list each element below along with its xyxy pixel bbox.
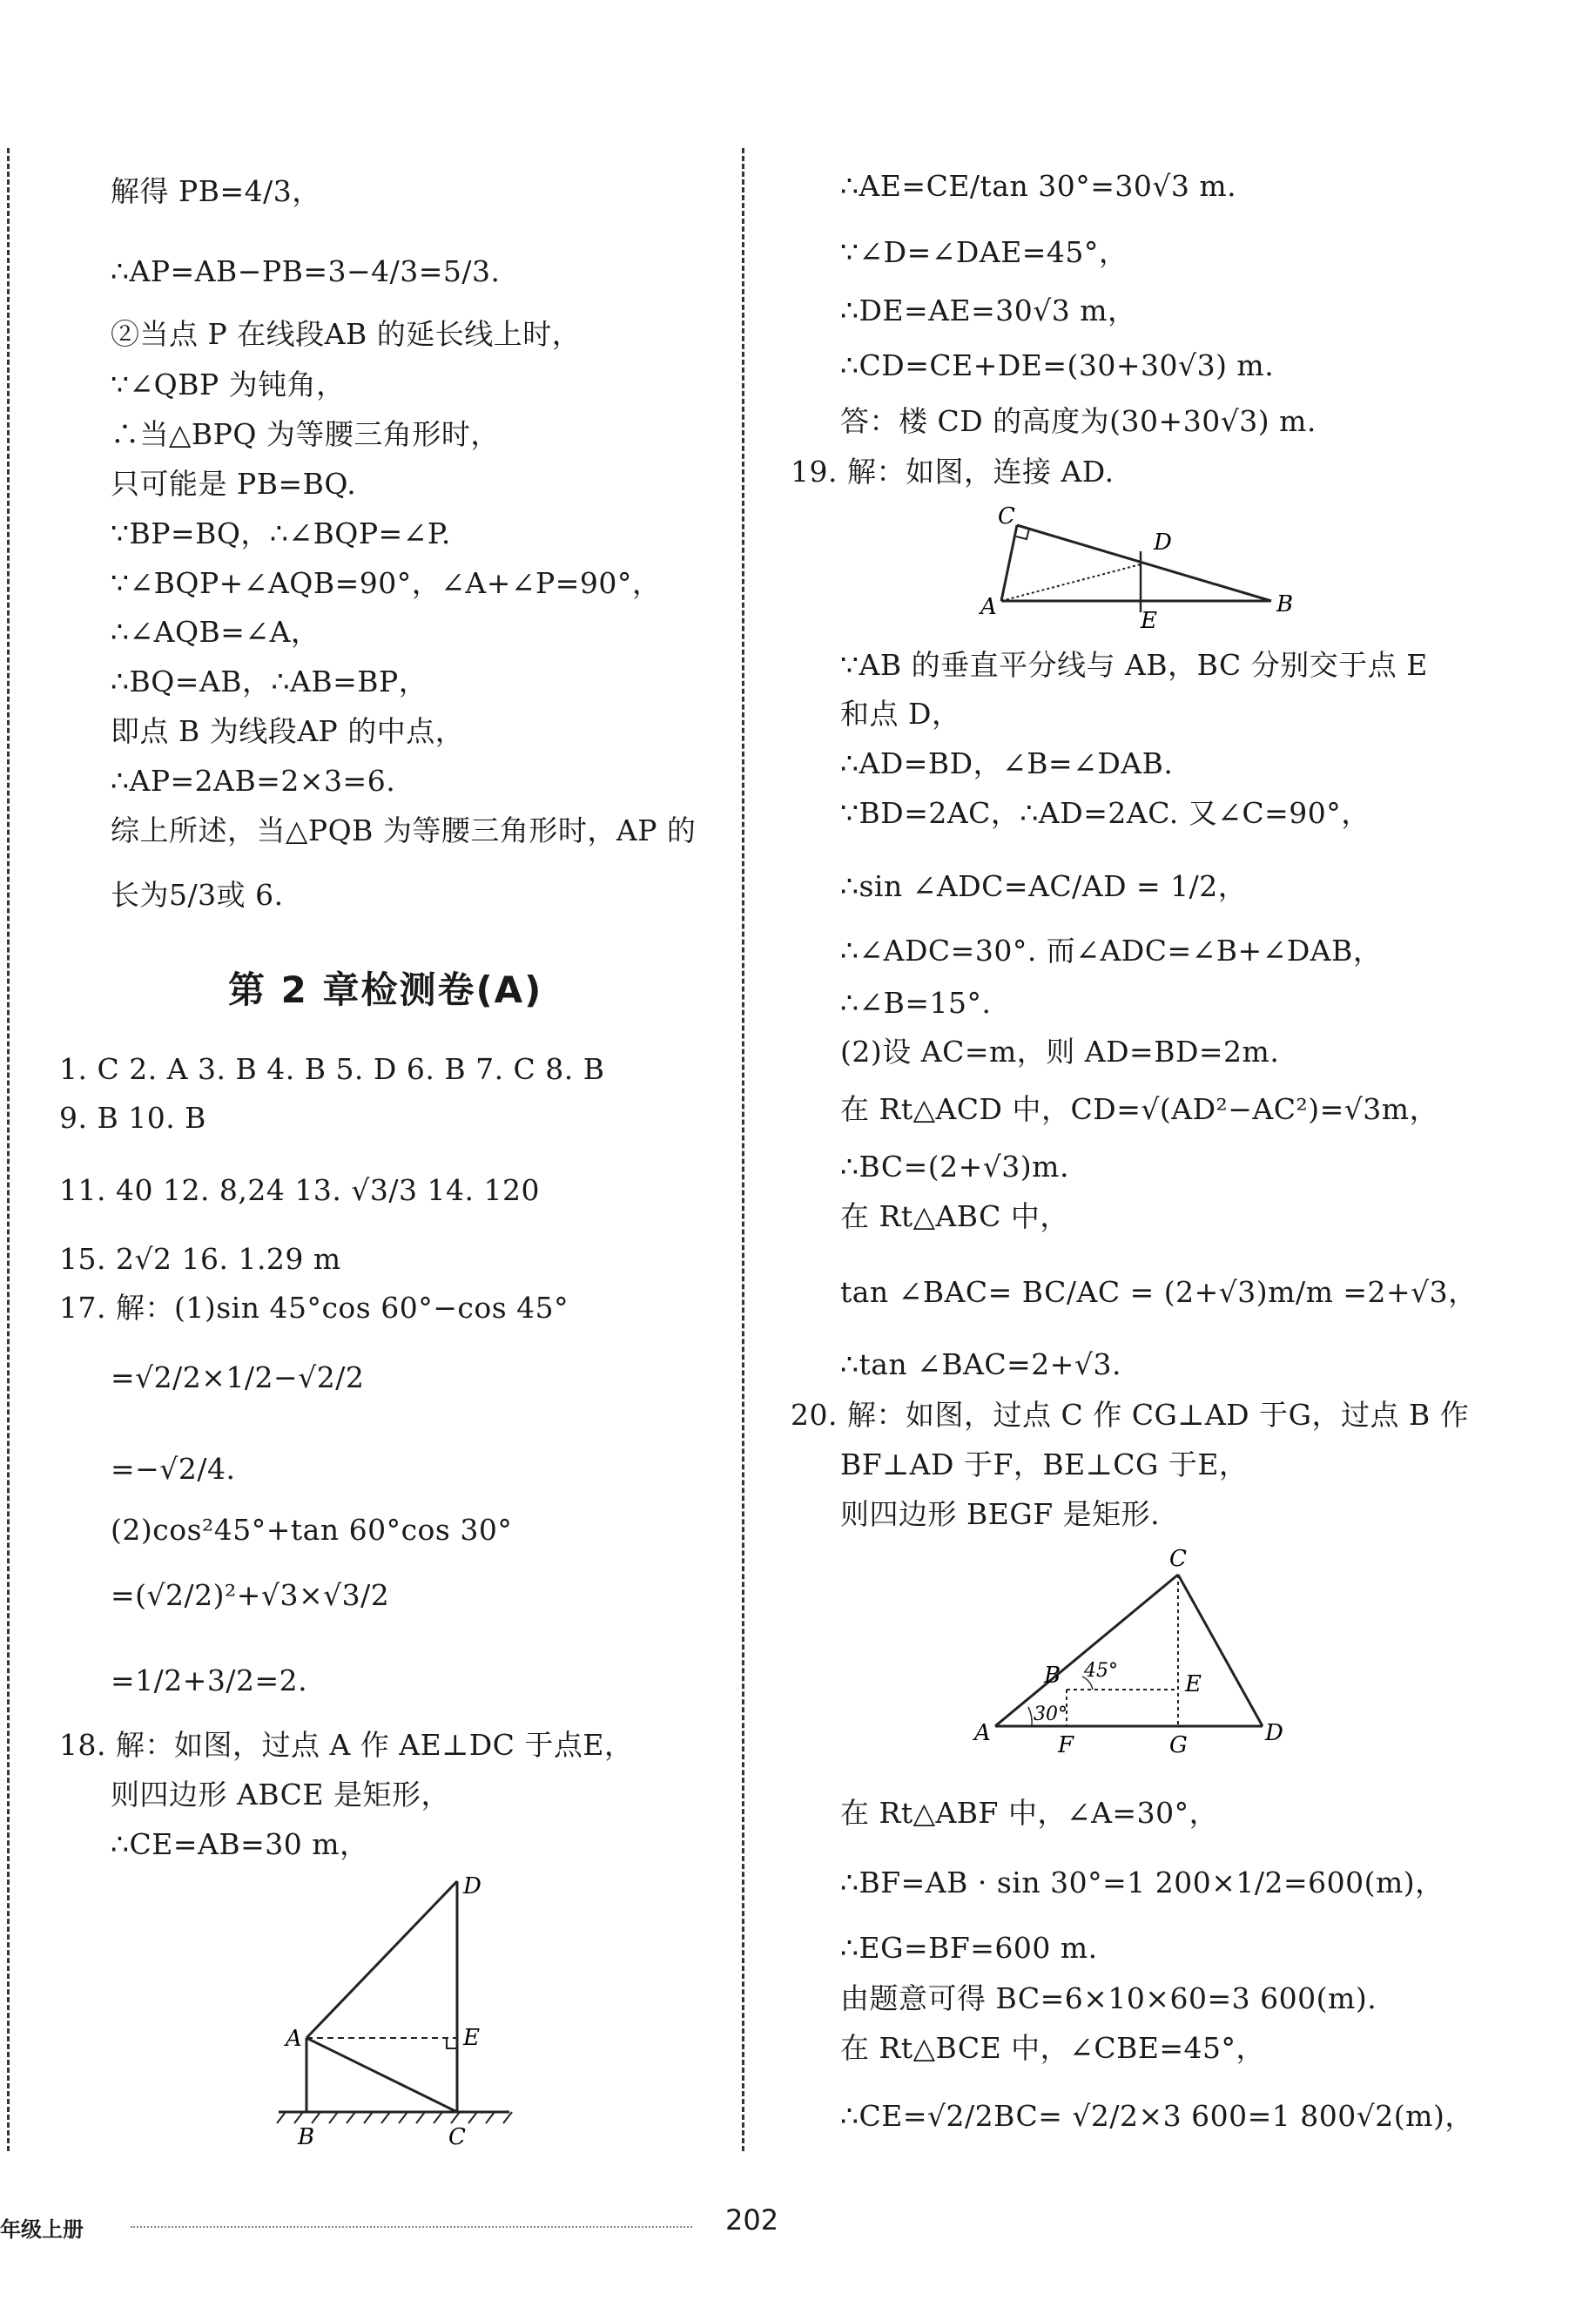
text-line: ∵∠QBP 为钝角， (111, 368, 346, 401)
text-line: ∴CD=CE+DE=(30+30√3) m. (840, 348, 1275, 382)
figure-20-label: C (1169, 1546, 1187, 1572)
text-line: ∴∠B=15°. (840, 986, 992, 1020)
text-line: ∴∠AQB=∠A， (111, 615, 320, 649)
figure-20-label: G (1169, 1732, 1188, 1758)
answer-line: =(√2/2)²+√3×√3/2 (111, 1578, 390, 1612)
figure-20-label: A (974, 1720, 991, 1746)
text-line: 则四边形 BEGF 是矩形. (840, 1497, 1161, 1531)
answer-line: ∴CE=AB=30 m， (111, 1827, 369, 1861)
grade-label: 年级上册 (0, 2217, 84, 2242)
figure-18-label: D (463, 1873, 481, 1899)
footer-dotted-rule (131, 2226, 692, 2228)
figure-19-label: E (1141, 608, 1157, 631)
answer-line: 17. 解：(1)sin 45°cos 60°−cos 45° (59, 1291, 569, 1325)
figure-20-label: 45° (1084, 1660, 1118, 1682)
figure-20-label: D (1265, 1720, 1283, 1746)
text-line: ∴EG=BF=600 m. (840, 1931, 1098, 1965)
text-line: 在 Rt△ABF 中，∠A=30°， (840, 1796, 1219, 1830)
text-line: 解得 PB=4/3， (111, 174, 321, 208)
text-line: 在 Rt△ACD 中，CD=√(AD²−AC²)=√3m， (840, 1092, 1439, 1126)
left-cut-line (7, 148, 10, 2151)
figure-18-label: B (298, 2124, 315, 2150)
text-line: ∴DE=AE=30√3 m， (840, 293, 1137, 327)
figure-19-label: B (1276, 591, 1294, 617)
figure-18-label: A (286, 2026, 302, 2052)
figure-19-label: A (980, 594, 997, 620)
text-line: ∴AP=AB−PB=3−4/3=5/3. (111, 254, 501, 288)
figure-20-label: E (1185, 1671, 1202, 1697)
text-line: 即点 B 为线段AP 的中点， (111, 714, 465, 748)
text-line: (2)设 AC=m，则 AD=BD=2m. (840, 1035, 1280, 1069)
text-line: 长为5/3或 6. (111, 878, 284, 912)
answer-line: 15. 2√2 16. 1.29 m (59, 1242, 341, 1276)
text-line: ∴AD=BD，∠B=∠DAB. (840, 746, 1174, 780)
text-line: ∴∠ADC=30°. 而∠ADC=∠B+∠DAB， (840, 934, 1383, 968)
page-number: 202 (725, 2203, 779, 2237)
text-line: 在 Rt△BCE 中，∠CBE=45°， (840, 2031, 1266, 2065)
text-line: 由题意可得 BC=6×10×60=3 600(m). (840, 1981, 1377, 2015)
answer-line: (2)cos²45°+tan 60°cos 30° (111, 1513, 513, 1547)
text-line: 19. 解：如图，连接 AD. (791, 455, 1115, 489)
figure-20 (971, 1542, 1302, 1768)
figure-20-label: B (1044, 1663, 1061, 1689)
text-line: ∴当△BPQ 为等腰三角形时， (111, 417, 500, 451)
column-cut-line (742, 148, 744, 2151)
text-line: ∵BD=2AC，∴AD=2AC. 又∠C=90°， (840, 796, 1370, 830)
text-line: ∵BP=BQ，∴∠BQP=∠P. (111, 516, 451, 550)
answer-line: =1/2+3/2=2. (111, 1663, 308, 1697)
text-line: ∴AE=CE/tan 30°=30√3 m. (840, 169, 1237, 203)
figure-18 (261, 1864, 522, 2160)
figure-19-label: D (1154, 530, 1172, 556)
text-line: ∴tan ∠BAC=2+√3. (840, 1347, 1121, 1381)
text-line: ∴BF=AB · sin 30°=1 200×1/2=600(m)， (840, 1866, 1444, 1899)
text-line: ∴sin ∠ADC=AC/AD = 1/2， (840, 869, 1248, 903)
text-line: 20. 解：如图，过点 C 作 CG⊥AD 于G，过点 B 作 (791, 1398, 1470, 1432)
figure-20-label: F (1058, 1732, 1074, 1758)
text-line: 答：楼 CD 的高度为(30+30√3) m. (840, 404, 1317, 438)
text-line: ②当点 P 在线段AB 的延长线上时， (111, 317, 582, 351)
figure-20-label: 30° (1034, 1704, 1067, 1725)
chapter-title: 第 2 章检测卷(A) (228, 968, 543, 1011)
figure-19-label: C (998, 503, 1015, 530)
text-line: ∵∠D=∠DAE=45°， (840, 235, 1128, 269)
answer-line: 11. 40 12. 8,24 13. √3/3 14. 120 (59, 1173, 540, 1207)
text-line: ∴AP=2AB=2×3=6. (111, 764, 396, 798)
text-line: ∴BC=(2+√3)m. (840, 1150, 1069, 1184)
figure-18-label: E (463, 2025, 480, 2051)
figure-19 (975, 501, 1306, 631)
text-line: ∴BQ=AB，∴AB=BP， (111, 665, 428, 698)
text-line: 综上所述，当△PQB 为等腰三角形时，AP 的 (111, 813, 697, 847)
text-line: ∴CE=√2/2BC= √2/2×3 600=1 800√2(m)， (840, 2099, 1474, 2133)
answer-line: 1. C 2. A 3. B 4. B 5. D 6. B 7. C 8. B (59, 1052, 605, 1086)
answer-line: 18. 解：如图，过点 A 作 AE⊥DC 于点E， (59, 1728, 634, 1762)
text-line: ∵∠BQP+∠AQB=90°，∠A+∠P=90°， (111, 566, 662, 600)
answer-line: =√2/2×1/2−√2/2 (111, 1360, 365, 1394)
text-line: 在 Rt△ABC 中， (840, 1199, 1069, 1233)
figure-18-label: C (448, 2124, 466, 2150)
answer-line: =−√2/4. (111, 1452, 236, 1486)
answer-line: 则四边形 ABCE 是矩形， (111, 1778, 451, 1812)
text-line: BF⊥AD 于F，BE⊥CG 于E， (840, 1447, 1249, 1481)
text-line: 只可能是 PB=BQ. (111, 467, 357, 501)
text-line: ∵AB 的垂直平分线与 AB，BC 分别交于点 E (840, 648, 1428, 682)
answer-line: 9. B 10. B (59, 1101, 206, 1135)
text-line: 和点 D， (840, 697, 961, 731)
text-line: tan ∠BAC= BC/AC = (2+√3)m/m =2+√3， (840, 1275, 1478, 1309)
